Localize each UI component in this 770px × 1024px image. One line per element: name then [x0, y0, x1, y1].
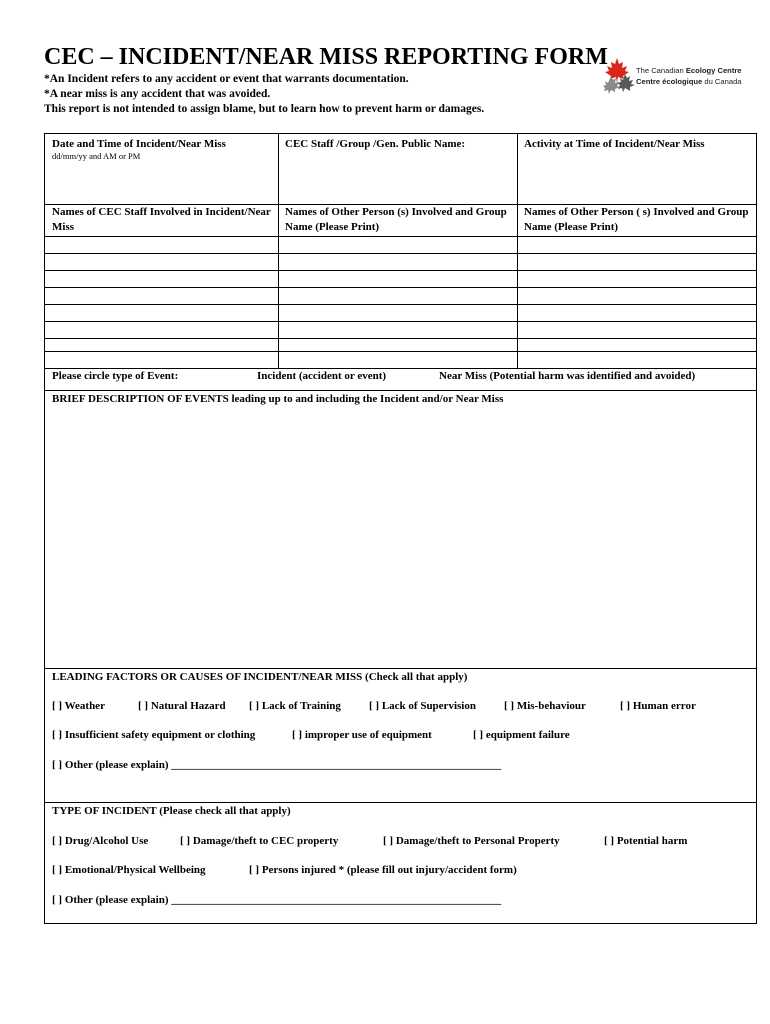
name-entry-field[interactable]	[519, 271, 755, 287]
incident-report-form	[44, 133, 757, 924]
name-entry-field[interactable]	[280, 339, 516, 351]
name-entry-field[interactable]	[280, 271, 516, 287]
name-entry-field[interactable]	[519, 339, 755, 351]
checkbox-lack-of-supervision[interactable]: [ ] Lack of Supervision	[369, 700, 476, 712]
checkbox-drug-alcohol-use[interactable]: [ ] Drug/Alcohol Use	[52, 835, 149, 847]
incident-definition: *An Incident refers to any accident or event that warrants documentation.	[44, 73, 409, 85]
name-entry-field[interactable]	[519, 322, 755, 338]
checkbox-damage-cec-property[interactable]: [ ] Damage/theft to CEC property	[180, 835, 339, 847]
event-type-prompt: Please circle type of Event:	[52, 370, 179, 382]
checkbox-improper-use-of-equipment[interactable]: [ ] improper use of equipment	[292, 729, 432, 741]
activity-field[interactable]	[519, 154, 755, 202]
name-entry-field[interactable]	[519, 288, 755, 304]
page-title: CEC – INCIDENT/NEAR MISS REPORTING FORM	[44, 44, 608, 70]
name-entry-field[interactable]	[519, 254, 755, 270]
checkbox-other-factor[interactable]: [ ] Other (please explain) ____________________________________________________________	[52, 759, 502, 771]
name-entry-field[interactable]	[46, 322, 277, 338]
checkbox-emotional-physical-wellbeing[interactable]: [ ] Emotional/Physical Wellbeing	[52, 864, 206, 876]
name-entry-field[interactable]	[46, 352, 277, 368]
activity-label: Activity at Time of Incident/Near Miss	[524, 138, 705, 150]
description-label: BRIEF DESCRIPTION OF EVENTS leading up to and including the Incident and/or Near Miss	[52, 393, 504, 405]
staff-group-label: CEC Staff /Group /Gen. Public Name:	[285, 138, 466, 150]
name-entry-field[interactable]	[46, 254, 277, 270]
logo-text-english: The Canadian Ecology Centre	[636, 66, 742, 75]
name-entry-field[interactable]	[46, 288, 277, 304]
checkbox-natural-hazard[interactable]: [ ] Natural Hazard	[138, 700, 226, 712]
checkbox-weather[interactable]: [ ] Weather	[52, 700, 105, 712]
description-field[interactable]	[47, 410, 754, 666]
name-entry-field[interactable]	[519, 305, 755, 321]
checkbox-potential-harm[interactable]: [ ] Potential harm	[604, 835, 688, 847]
name-entry-field[interactable]	[519, 237, 755, 253]
event-option-incident[interactable]: Incident (accident or event)	[257, 370, 387, 382]
checkbox-mis-behaviour[interactable]: [ ] Mis-behaviour	[504, 700, 586, 712]
leading-factors-heading: LEADING FACTORS OR CAUSES OF INCIDENT/NEAR MISS (Check all that apply)	[52, 671, 468, 683]
checkbox-damage-personal-property[interactable]: [ ] Damage/theft to Personal Property	[383, 835, 560, 847]
name-entry-field[interactable]	[46, 305, 277, 321]
name-entry-field[interactable]	[280, 322, 516, 338]
other-persons-label-1: Names of Other Person (s) Involved and Group Name (Please Print)	[285, 206, 507, 233]
checkbox-human-error[interactable]: [ ] Human error	[620, 700, 696, 712]
name-entry-field[interactable]	[280, 352, 516, 368]
report-disclaimer: This report is not intended to assign blame, but to learn how to prevent harm or damages.	[44, 103, 485, 115]
date-time-label: Date and Time of Incident/Near Miss	[52, 138, 226, 150]
date-format-hint: dd/mm/yy and AM or PM	[52, 151, 141, 161]
name-entry-field[interactable]	[280, 305, 516, 321]
name-entry-field[interactable]	[46, 271, 277, 287]
logo-text-french: Centre écologique du Canada	[636, 77, 742, 86]
date-time-field[interactable]	[46, 166, 276, 202]
checkbox-persons-injured[interactable]: [ ] Persons injured * (please fill out injury/accident form)	[249, 864, 517, 876]
checkbox-lack-of-training[interactable]: [ ] Lack of Training	[249, 700, 341, 712]
name-entry-field[interactable]	[519, 352, 755, 368]
cec-staff-involved-label: Names of CEC Staff Involved in Incident/Near Miss	[52, 206, 271, 233]
name-entry-field[interactable]	[280, 288, 516, 304]
name-entry-field[interactable]	[46, 339, 277, 351]
other-persons-label-2: Names of Other Person ( s) Involved and Group Name (Please Print)	[524, 206, 749, 233]
checkbox-insufficient-safety-equipment[interactable]: [ ] Insufficient safety equipment or clothing	[52, 729, 256, 741]
name-entry-field[interactable]	[280, 237, 516, 253]
near-miss-definition: *A near miss is any accident that was avoided.	[44, 88, 271, 100]
name-entry-field[interactable]	[46, 237, 277, 253]
staff-group-field[interactable]	[280, 154, 515, 202]
cec-logo	[603, 56, 763, 96]
checkbox-other-incident-type[interactable]: [ ] Other (please explain) ____________________________________________________________	[52, 894, 502, 906]
incident-type-heading: TYPE OF INCIDENT (Please check all that apply)	[52, 805, 291, 817]
checkbox-equipment-failure[interactable]: [ ] equipment failure	[473, 729, 570, 741]
event-option-near-miss[interactable]: Near Miss (Potential harm was identified and avoided)	[439, 370, 696, 382]
maple-leaf-icon	[603, 56, 637, 96]
name-entry-field[interactable]	[280, 254, 516, 270]
